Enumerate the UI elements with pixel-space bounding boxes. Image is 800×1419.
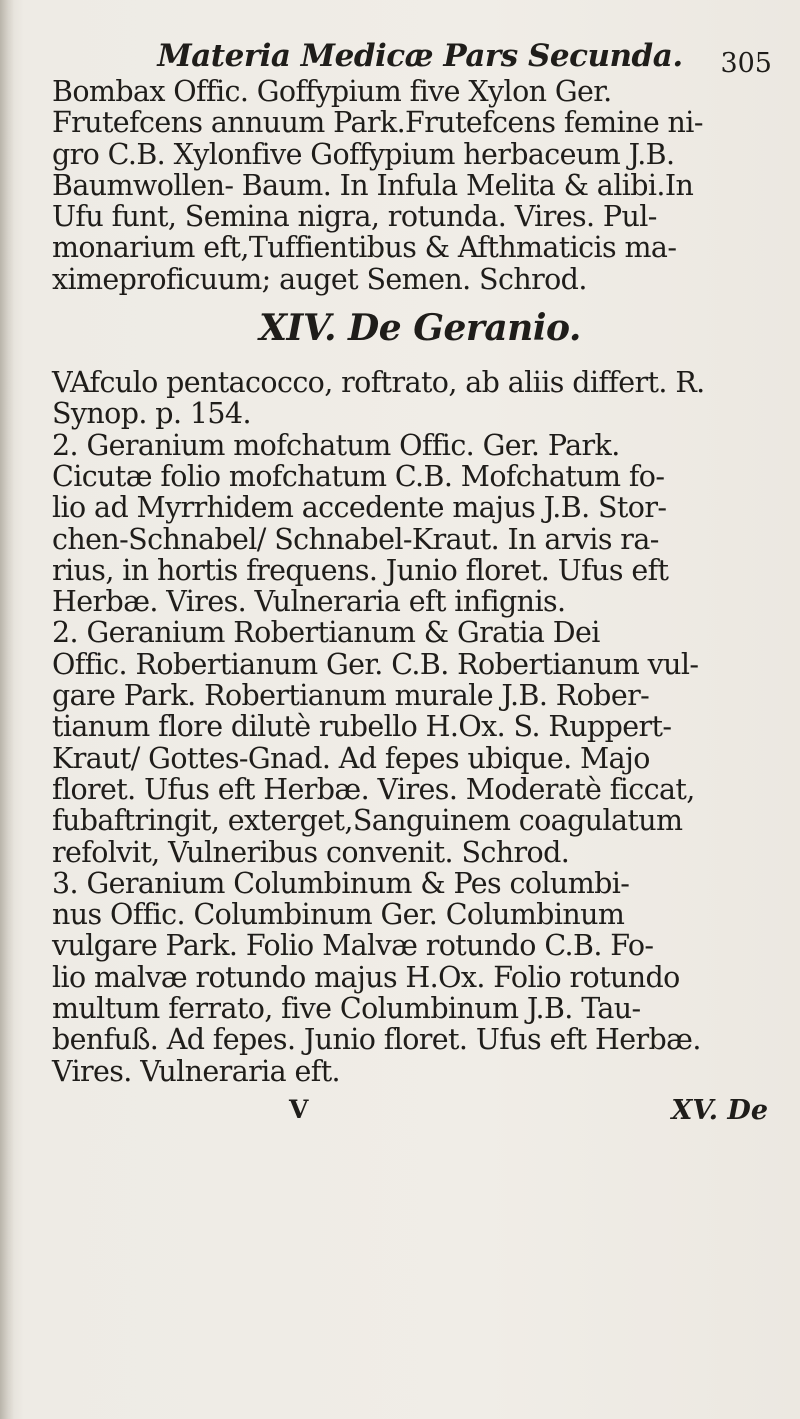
text-line: nus Offic. Columbinum Ger. Columbinum	[52, 898, 625, 932]
text-line: ximeproficuum; auget Semen. Schrod.	[52, 262, 587, 296]
text-line: tianum flore dilutè rubello H.Ox. S. Ruppert-	[52, 710, 672, 744]
page-text-block	[52, 10, 788, 1135]
text-line: Bombax Offic. Goffypium five Xylon Ger.	[52, 75, 612, 108]
text-line: 2. Geranium Robertianum & Gratia Dei	[52, 616, 600, 650]
page-number: 305	[720, 48, 772, 79]
catchword: XV. De	[671, 1094, 768, 1126]
text-line: 3. Geranium Columbinum & Pes columbi-	[52, 866, 630, 900]
text-line: gro C.B. Xylonfive Goffypium herbaceum J.B.	[52, 137, 675, 171]
text-line: Cicutæ folio mofchatum C.B. Mofchatum fo-	[52, 459, 665, 493]
text-line: Offic. Robertianum Ger. C.B. Robertianum vul-	[52, 647, 699, 681]
text-line: vulgare Park. Folio Malvæ rotundo C.B. Fo-	[52, 929, 654, 963]
text-line: gare Park. Robertianum murale J.B. Rober-	[52, 679, 650, 713]
text-line: Baumwollen- Baum. In Infula Melita & alibi.In	[52, 168, 694, 202]
text-line: lio malvæ rotundo majus H.Ox. Folio rotundo	[52, 960, 680, 994]
bombax-entry	[52, 76, 788, 295]
text-line: monarium eft,Tuffientibus & Afthmaticis ma-	[52, 231, 677, 265]
text-line: multum ferrato, five Columbinum J.B. Tau-	[52, 992, 641, 1026]
running-head	[52, 10, 788, 79]
text-line: Synop. p. 154.	[52, 397, 251, 431]
running-title: Materia Medicæ Pars Secunda.	[157, 38, 683, 74]
geranium-entries	[52, 367, 788, 1087]
text-line: Herbæ. Vires. Vulneraria eft infignis.	[52, 585, 566, 619]
text-line: refolvit, Vulneribus convenit. Schrod.	[52, 835, 570, 869]
page-footer	[52, 1095, 788, 1135]
text-line: 2. Geranium mofchatum Offic. Ger. Park.	[52, 428, 620, 462]
text-line: rius, in hortis frequens. Junio floret. Ufus eft	[52, 553, 669, 587]
text-line: lio ad Myrrhidem accedente majus J.B. Stor-	[52, 491, 667, 525]
text-line: floret. Ufus eft Herbæ. Vires. Moderatè ficcat,	[52, 772, 695, 806]
binding-gutter-shadow	[0, 0, 14, 1419]
signature-mark: V	[289, 1094, 309, 1124]
text-line: VAfculo pentacocco, roftrato, ab aliis differt. R.	[52, 366, 705, 400]
text-line: benfuß. Ad fepes. Junio floret. Ufus eft Herbæ.	[52, 1023, 701, 1057]
text-line: chen-Schnabel/ Schnabel-Kraut. In arvis ra-	[52, 522, 659, 556]
text-line: Ufu funt, Semina nigra, rotunda. Vires. Pul-	[52, 200, 657, 234]
text-line: Vires. Vulneraria eft.	[52, 1054, 341, 1088]
text-line: fubaftringit, exterget,Sanguinem coagulatum	[52, 804, 683, 838]
section-heading-geranium: XIV. De Geranio.	[259, 307, 581, 350]
text-line: Kraut/ Gottes-Gnad. Ad fepes ubique. Majo	[52, 741, 650, 775]
text-line: Frutefcens annuum Park.Frutefcens femine ni-	[52, 106, 703, 140]
